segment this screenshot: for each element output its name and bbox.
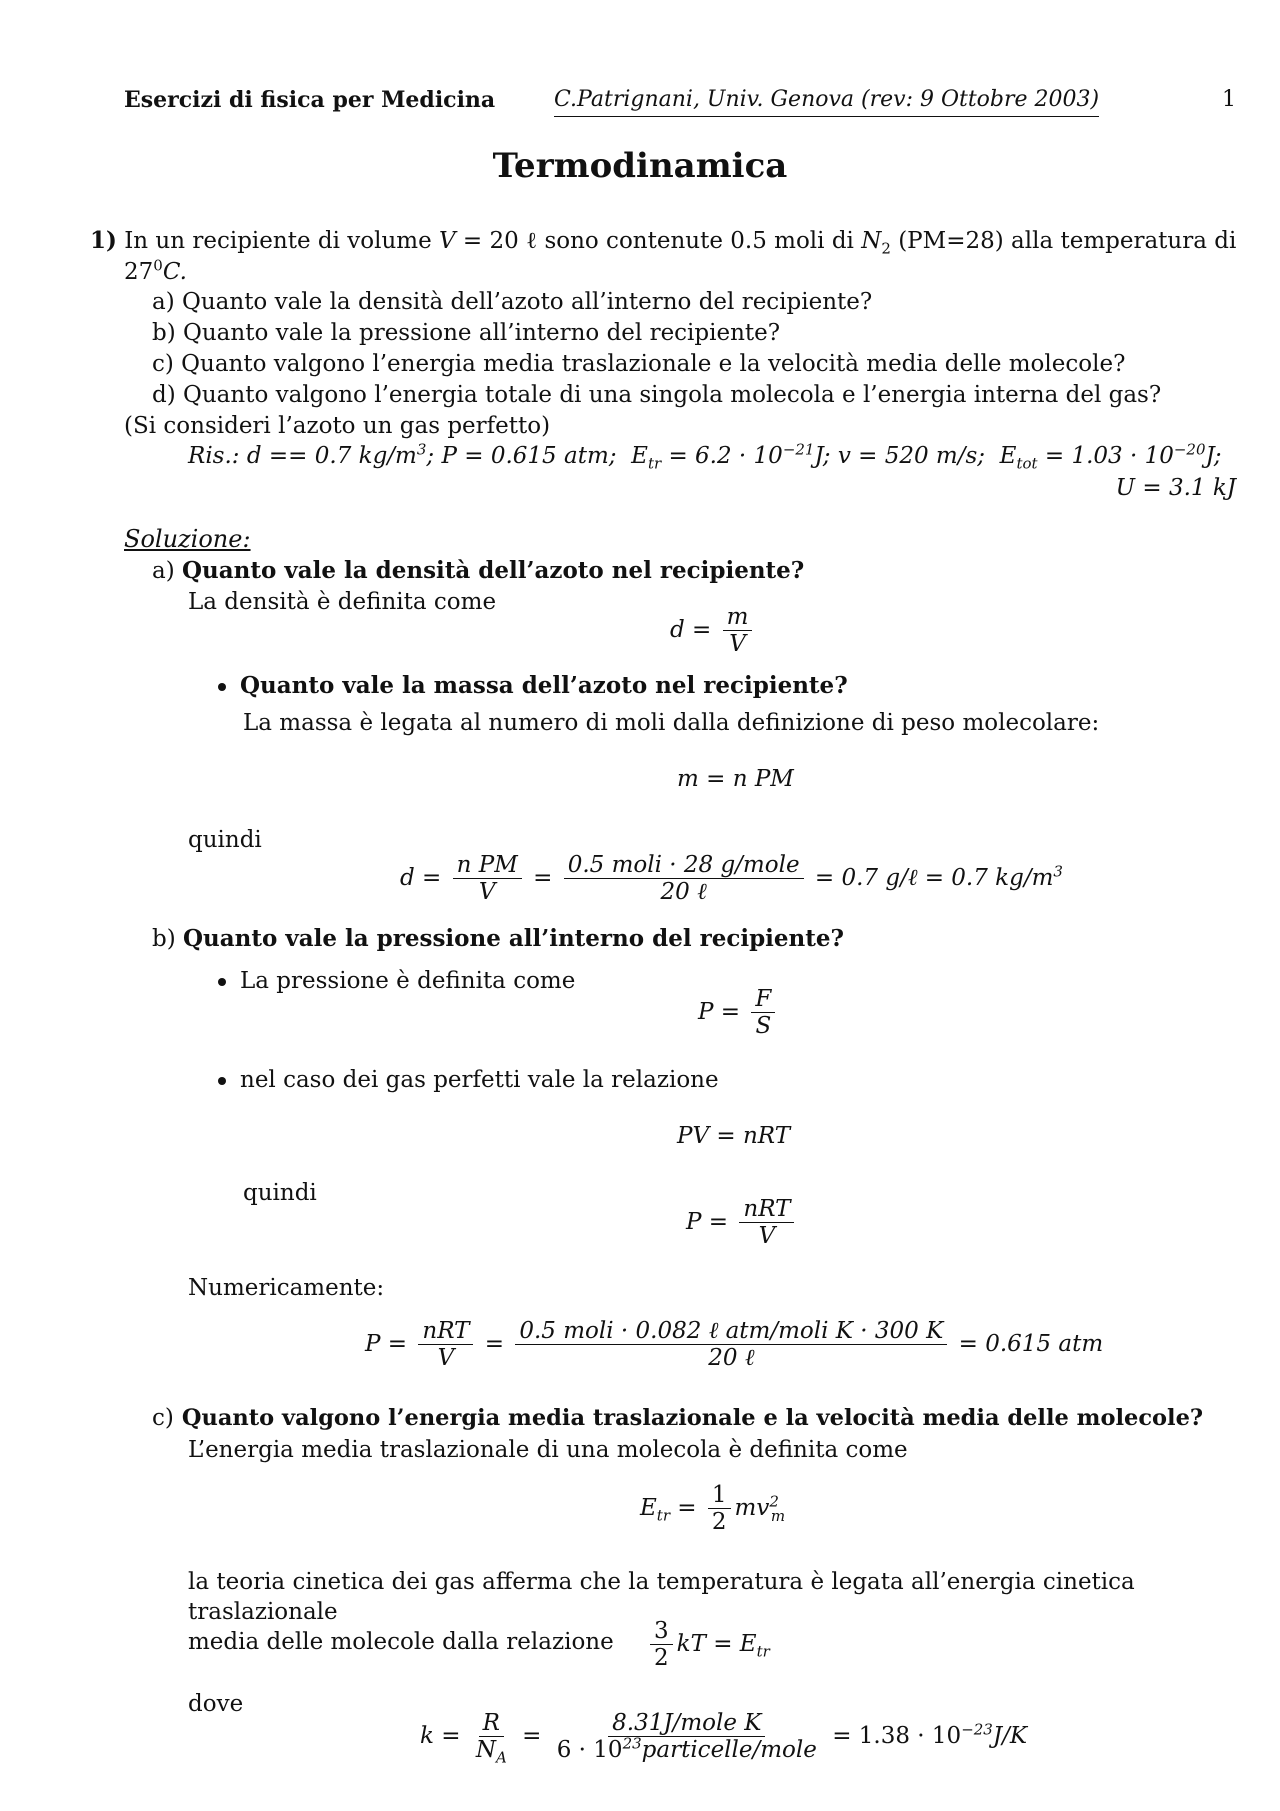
problem-note: (Si consideri l’azoto un gas perfetto) — [124, 413, 551, 439]
eq-unit: J/K — [992, 1722, 1027, 1749]
bullet-mass-text: La massa è legata al numero di moli dalla definizione di peso molecolare: — [243, 710, 1100, 736]
fraction — [564, 852, 804, 906]
temperature-energy-relation — [650, 1618, 770, 1672]
sup: −20 — [1173, 440, 1206, 459]
translational-energy-definition — [640, 1482, 785, 1536]
pressure-calculation — [365, 1318, 1103, 1372]
nitrogen-symbol: N — [861, 228, 882, 254]
question-label: d) — [152, 382, 176, 408]
bullet-text: nel caso dei gas perfetti vale la relazione — [240, 1067, 719, 1093]
eq-sign: = — [484, 1330, 505, 1357]
den-text: N — [475, 1737, 496, 1764]
question-text: Quanto valgono l’energia totale di una singola molecola e l’energia interna del gas? — [183, 382, 1162, 408]
numerator: 1 — [708, 1482, 731, 1509]
eq-lhs: d = — [670, 616, 712, 643]
eq-sign: = — [670, 1494, 697, 1521]
bullet-ideal-gas — [218, 1066, 719, 1096]
fraction — [515, 1318, 947, 1372]
numerator: R — [479, 1710, 504, 1737]
density-definition — [670, 604, 756, 658]
volume-value: = 20 ℓ — [455, 228, 545, 254]
results-line — [188, 442, 1222, 472]
bullet-title: Quanto vale la massa dell’azoto nel recipiente? — [240, 672, 848, 699]
denominator: V — [437, 1345, 455, 1372]
question-item — [152, 381, 1161, 412]
page-title: Termodinamica — [492, 146, 788, 186]
fraction — [453, 852, 522, 906]
statement-text: sono contenute 0.5 moli di — [544, 228, 854, 254]
quindi-text-b: quindi — [243, 1180, 317, 1206]
sup: −21 — [782, 440, 815, 459]
result-pressure: ; P = 0.615 atm; — [426, 443, 617, 469]
nitrogen-subscript: 2 — [881, 239, 891, 258]
bullet-mass — [218, 671, 848, 702]
header-author-info: C.Patrignani, Univ. Genova (rev: 9 Ottobre 2003) — [554, 86, 1099, 117]
numerator: 0.5 moli · 0.082 ℓ atm/moli K · 300 K — [515, 1318, 947, 1345]
section-label: b) — [152, 926, 176, 952]
temperature-value: 27 — [124, 259, 154, 285]
sup: 2 — [769, 1492, 779, 1511]
quindi-text: quindi — [188, 827, 262, 853]
denominator: 2 — [654, 1645, 669, 1672]
page-header — [124, 86, 1236, 120]
bullet-pressure — [218, 967, 575, 997]
fraction — [418, 1318, 473, 1372]
eq-lhs: k = — [420, 1722, 461, 1749]
volume-symbol: V — [439, 228, 456, 254]
page-number: 1 — [1222, 87, 1236, 112]
problem-statement — [90, 226, 1240, 257]
section-a-title — [152, 556, 804, 587]
denominator: V — [758, 1223, 776, 1250]
denominator — [553, 1734, 821, 1764]
fraction — [739, 1196, 794, 1250]
eq-lhs: P = — [365, 1330, 408, 1357]
fraction — [553, 1710, 821, 1764]
results-prefix: Ris.: — [188, 443, 240, 469]
sub: m — [770, 1506, 786, 1525]
eq-sign: = — [522, 1722, 542, 1749]
eq-lhs: P = — [686, 1208, 729, 1235]
section-a-text: La densità è definita come — [188, 589, 497, 615]
eq-rhs: = 0.615 atm — [958, 1330, 1104, 1357]
boltzmann-constant — [420, 1710, 1027, 1768]
numerator: m — [723, 604, 753, 631]
result-etot: E — [999, 443, 1017, 469]
fraction — [723, 604, 753, 658]
bullet-icon — [218, 1077, 226, 1085]
fraction — [751, 986, 775, 1040]
statement-text: (PM=28) alla temperatura di — [898, 228, 1237, 254]
fraction — [650, 1618, 673, 1672]
sub: tr — [756, 1642, 770, 1661]
header-course-title: Esercizi di fisica per Medicina — [124, 87, 496, 113]
numerator: 3 — [650, 1618, 673, 1645]
result-velocity: J; v = 520 m/s; — [814, 443, 986, 469]
section-c-text: L’energia media traslazionale di una molecola è definita come — [188, 1437, 908, 1463]
numerator: nRT — [418, 1318, 473, 1345]
question-text: Quanto vale la densità dell’azoto all’interno del recipiente? — [182, 289, 873, 315]
denominator — [472, 1737, 511, 1768]
statement-text: In un recipiente di volume — [124, 228, 432, 254]
section-b-title — [152, 924, 844, 955]
ideal-gas-law: PV = nRT — [677, 1123, 791, 1149]
temperature-unit: C. — [162, 259, 187, 285]
section-title: Quanto vale la pressione all’interno del recipiente? — [183, 925, 844, 952]
sub: A — [495, 1749, 507, 1768]
bullet-icon — [218, 683, 226, 691]
text-line: media delle molecole dalla relazione — [188, 1628, 614, 1655]
numericamente-text: Numericamente: — [188, 1275, 385, 1301]
sup: −23 — [961, 1720, 993, 1739]
numerator: n PM — [453, 852, 522, 879]
sub: tot — [1016, 454, 1038, 473]
dove-text: dove — [188, 1691, 244, 1717]
eq-rhs: = 1.38 · 10 — [832, 1722, 962, 1749]
mass-equation: m = n PM — [677, 766, 794, 792]
den-text: 6 · 10 — [556, 1737, 623, 1764]
eq-rhs: mv — [734, 1494, 770, 1521]
eq-sign: = — [533, 864, 553, 891]
denominator: V — [729, 631, 746, 658]
section-label: a) — [152, 558, 175, 584]
result-density: d == 0.7 kg/m — [246, 443, 417, 469]
pressure-definition — [698, 986, 779, 1040]
denominator: 2 — [711, 1509, 727, 1536]
question-item — [152, 350, 1161, 381]
sub: tr — [656, 1506, 670, 1525]
eq-lhs: P = — [698, 998, 741, 1025]
pressure-formula — [686, 1196, 798, 1250]
result-internal-energy: U = 3.1 kJ — [1115, 475, 1236, 501]
sup: 3 — [1053, 862, 1063, 881]
fraction — [708, 1482, 731, 1536]
denominator: V — [478, 879, 496, 906]
question-label: a) — [152, 289, 175, 315]
den-text: particelle/mole — [641, 1737, 817, 1764]
temperature-sup: 0 — [153, 256, 163, 275]
statement-line-2 — [124, 258, 187, 288]
text-line: la teoria cinetica dei gas afferma che la temperatura è legata all’energia cinetica traslazionale — [188, 1569, 1135, 1625]
section-title: Quanto vale la densità dell’azoto nel recipiente? — [182, 557, 805, 584]
denominator: 20 ℓ — [708, 1345, 755, 1372]
numerator: F — [751, 986, 775, 1013]
numerator: nRT — [739, 1196, 794, 1223]
question-item — [152, 288, 1161, 319]
result-etr-value: = 6.2 · 10 — [661, 443, 783, 469]
solution-heading: Soluzione: — [124, 525, 251, 553]
eq-rhs: kT = E — [676, 1630, 757, 1657]
section-title: Quanto valgono l’energia media traslazionale e la velocità media delle molecole? — [181, 1405, 1204, 1431]
density-calculation — [400, 852, 1063, 906]
bullet-text: La pressione è definita come — [240, 968, 576, 994]
question-list — [152, 288, 1161, 412]
question-text: Quanto vale la pressione all’interno del recipiente? — [183, 320, 781, 346]
result-etot-unit: J; — [1205, 443, 1222, 469]
sup: 23 — [622, 1734, 642, 1753]
problem-number: 1) — [90, 227, 117, 254]
numerator: 8.31J/mole K — [608, 1710, 765, 1737]
question-label: b) — [152, 320, 176, 346]
eq-rhs: = 0.7 g/ℓ = 0.7 kg/m — [814, 864, 1054, 891]
question-label: c) — [152, 351, 174, 377]
result-etot-value: = 1.03 · 10 — [1037, 443, 1174, 469]
fraction — [472, 1710, 511, 1768]
eq-lhs: d = — [400, 864, 442, 891]
sub: tr — [647, 454, 662, 473]
question-item — [152, 319, 1161, 350]
section-label: c) — [152, 1405, 174, 1431]
section-c-title — [152, 1404, 1242, 1434]
denominator: S — [755, 1013, 772, 1040]
result-etr: E — [631, 443, 648, 469]
question-text: Quanto valgono l’energia media traslazionale e la velocità media delle molecole? — [181, 351, 1126, 377]
bullet-icon — [218, 978, 226, 986]
denominator: 20 ℓ — [660, 879, 707, 906]
sup: 3 — [416, 440, 427, 459]
eq-lhs: E — [640, 1494, 657, 1521]
numerator: 0.5 moli · 28 g/mole — [564, 852, 804, 879]
